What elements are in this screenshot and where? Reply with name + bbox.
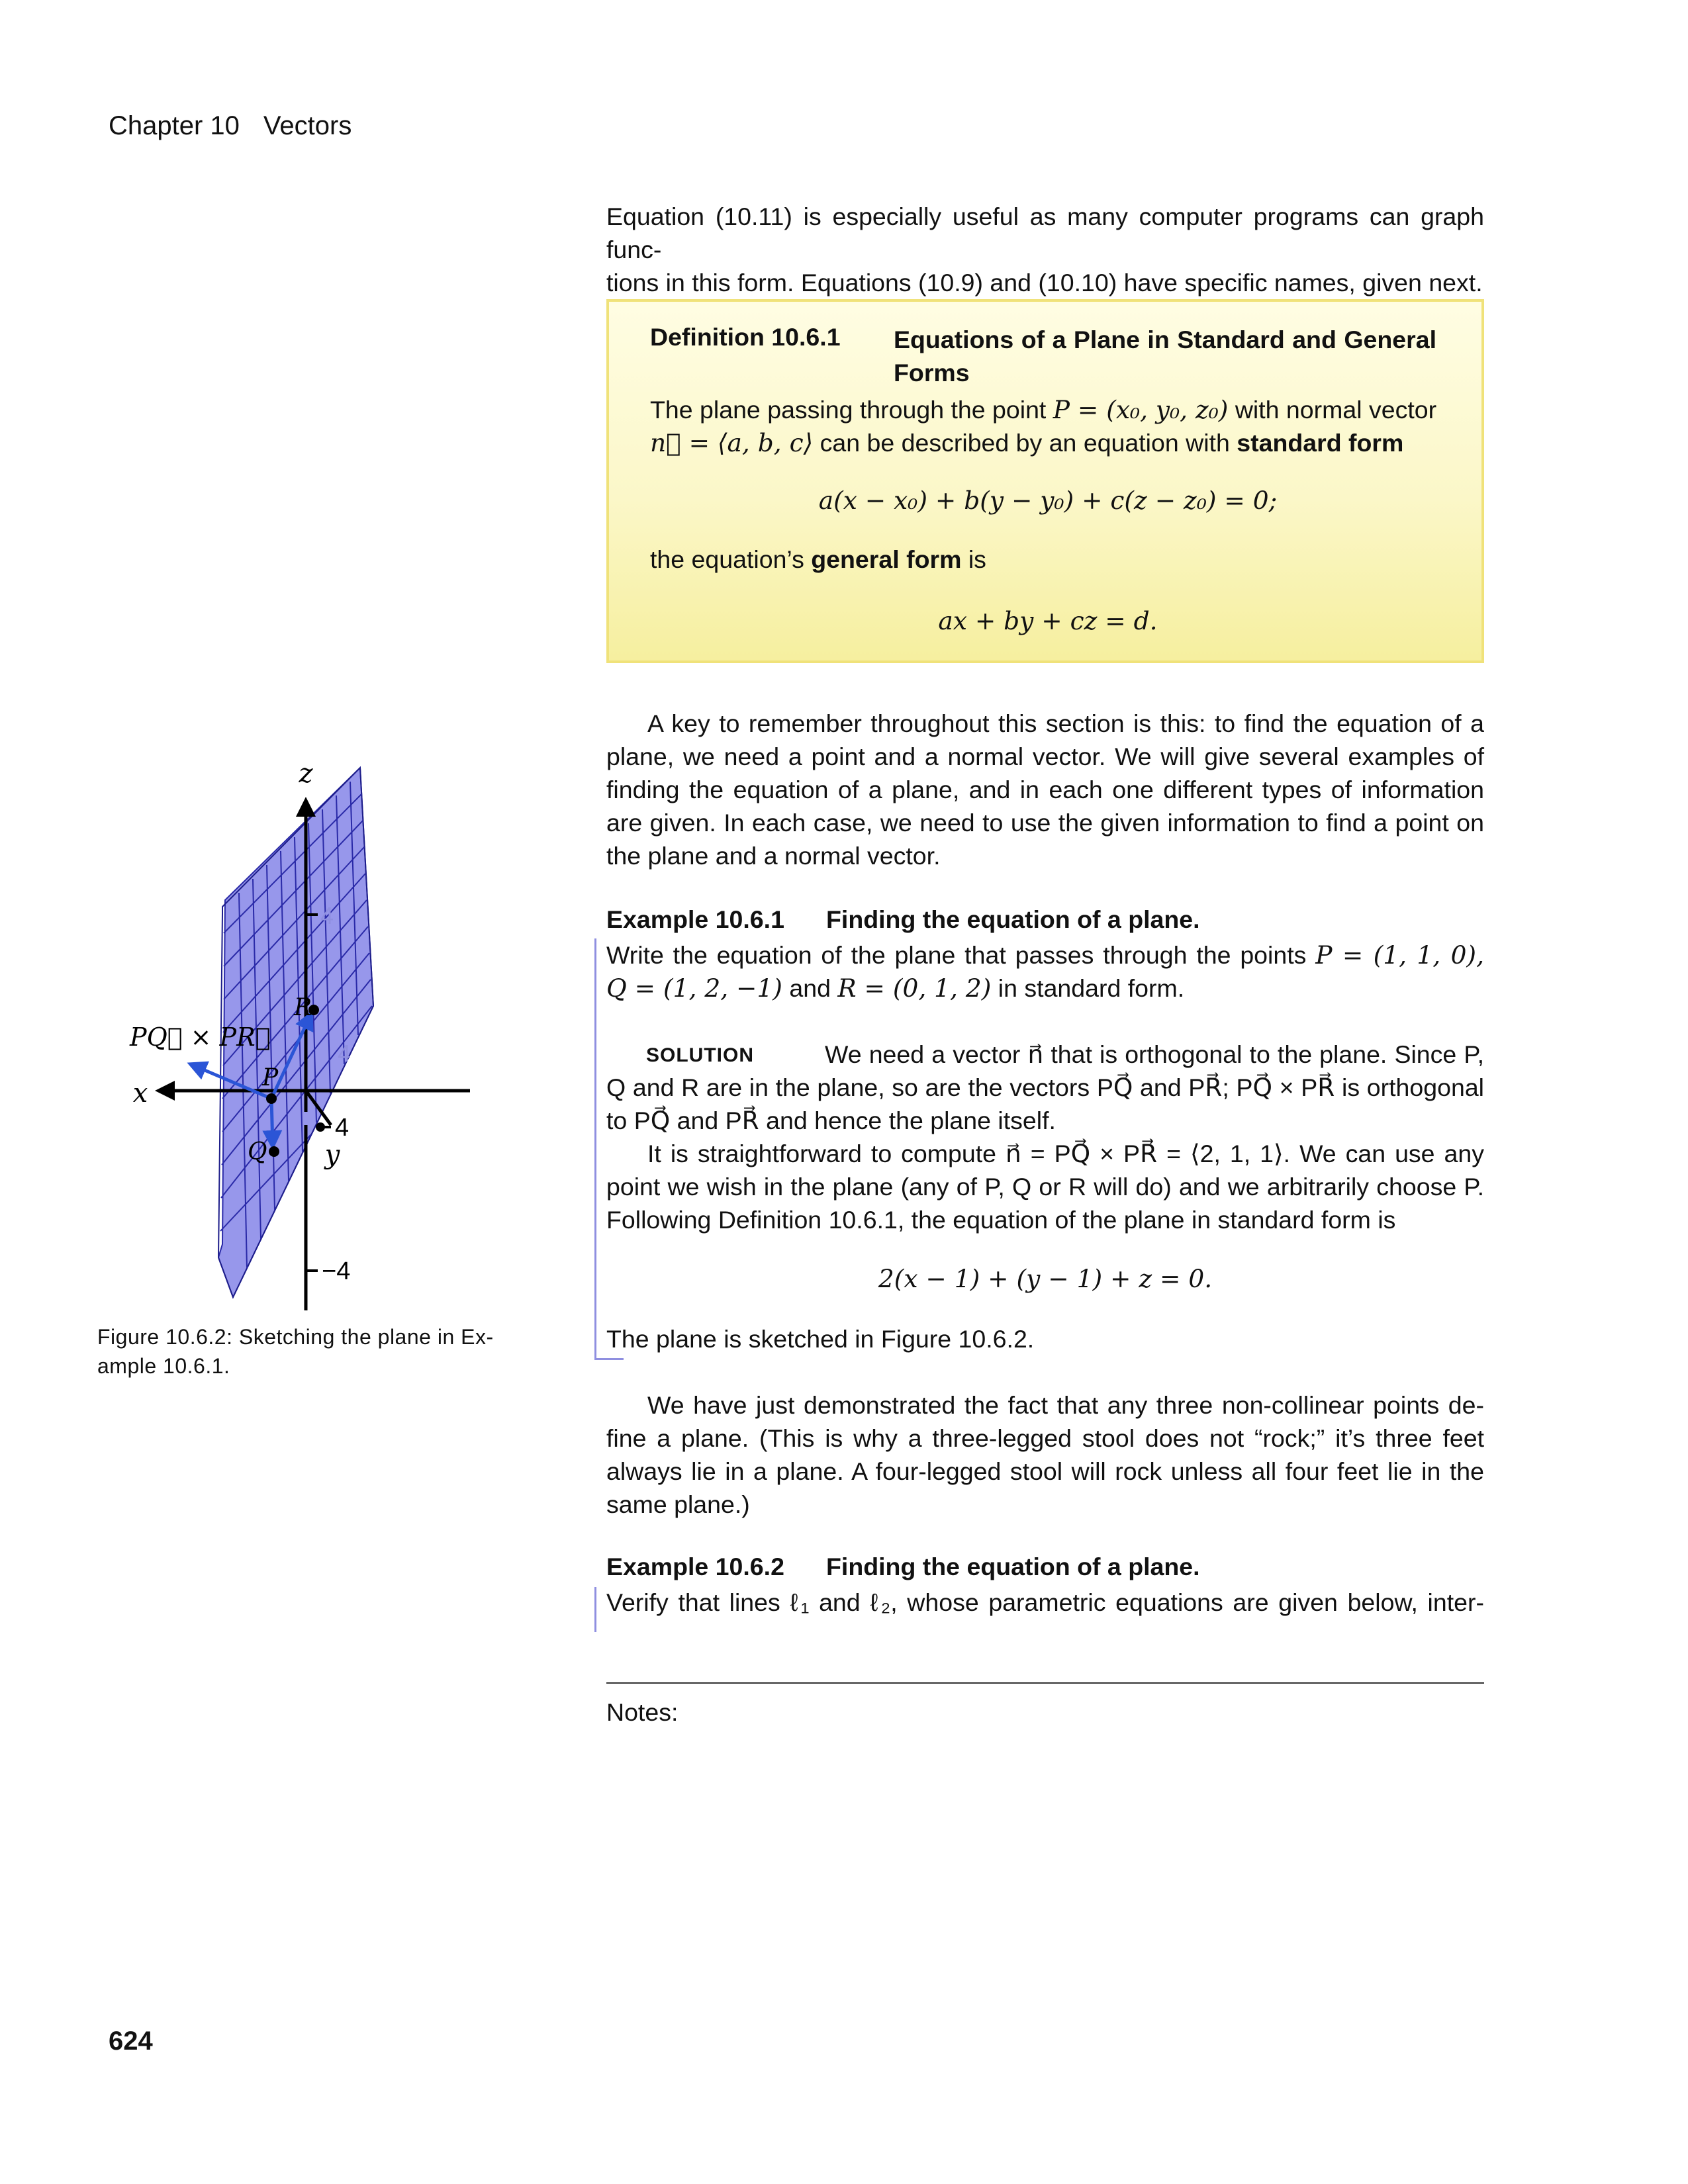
example-1-closing: The plane is sketched in Figure 10.6.2. bbox=[606, 1325, 1035, 1353]
text-run: Write the equation of the plane that passes through the points bbox=[606, 941, 1316, 969]
equation-general-form: ax + by + cz = d. bbox=[938, 606, 1158, 635]
text-run: and bbox=[782, 974, 838, 1002]
equation-standard-form: a(x − x₀) + b(y − y₀) + c(z − z₀) = 0; bbox=[818, 486, 1278, 515]
collinear-paragraph bbox=[606, 1388, 1484, 1521]
text-run: is bbox=[961, 545, 986, 573]
definition-title-line: Equations of a Plane in Standard and General bbox=[894, 326, 1436, 353]
text-run: in standard form. bbox=[991, 974, 1185, 1002]
plane-figure bbox=[93, 741, 516, 1324]
problem-line-2 bbox=[606, 972, 1484, 1005]
collinear-line: We have just demonstrated the fact that any three non-collinear points de- bbox=[647, 1391, 1484, 1419]
definition-text bbox=[650, 393, 1444, 459]
intro-line: Equation (10.11) is especially useful as many computer programs can graph func- bbox=[606, 203, 1484, 263]
math-point-p: P = (x₀, y₀, z₀) bbox=[1053, 395, 1229, 424]
chapter-header bbox=[109, 111, 352, 141]
example-2-title: Finding the equation of a plane. bbox=[826, 1553, 1200, 1580]
term-standard-form: standard form bbox=[1237, 429, 1404, 457]
example-1-margin-foot bbox=[594, 1358, 624, 1360]
math-point-p: P = (1, 1, 0), bbox=[1315, 940, 1484, 970]
cross-product-label: PQ⃗ × PR⃗ bbox=[130, 1023, 271, 1052]
tick-label-faint-y: 4 bbox=[338, 1040, 352, 1067]
key-line: the plane and a normal vector. bbox=[606, 842, 941, 870]
text-run: can be described by an equation with bbox=[813, 429, 1237, 457]
solution-label: SOLUTION bbox=[646, 1044, 754, 1066]
point-label-r: R bbox=[294, 994, 312, 1021]
problem-line-1 bbox=[606, 938, 1484, 972]
axis-label-x: x bbox=[132, 1078, 148, 1109]
collinear-line: fine a plane. (This is why a three-legged stool does not “rock;” it’s three feet bbox=[606, 1424, 1484, 1452]
example-1-solution bbox=[606, 1038, 1484, 1236]
solution-line: Following Definition 10.6.1, the equation of the plane in standard form is bbox=[606, 1206, 1396, 1234]
example-1-label: Example 10.6.1 bbox=[606, 905, 784, 933]
notes-label: Notes: bbox=[606, 1698, 679, 1726]
math-point-q: Q = (1, 2, −1) bbox=[606, 974, 782, 1003]
point-label-p: P bbox=[262, 1064, 279, 1091]
chapter-title: Vectors bbox=[263, 111, 352, 140]
definition-line-3 bbox=[650, 545, 986, 574]
solution-line: Q and R are in the plane, so are the vectors PQ⃗ and PR⃗; PQ⃗ × PR⃗ is orthogonal bbox=[606, 1073, 1484, 1101]
text-run: The plane passing through the point bbox=[650, 396, 1053, 424]
key-paragraph bbox=[606, 707, 1484, 872]
chapter-label: Chapter 10 bbox=[109, 111, 240, 140]
key-line: finding the equation of a plane, and in each one different types of information bbox=[606, 776, 1484, 803]
definition-label: Definition 10.6.1 bbox=[650, 323, 841, 351]
vector-pq bbox=[271, 1099, 273, 1146]
key-line: plane, we need a point and a normal vector. We will give several examples of bbox=[606, 743, 1484, 770]
term-general-form: general form bbox=[811, 545, 962, 573]
axis-label-z: z bbox=[299, 758, 313, 789]
example-1-equation: 2(x − 1) + (y − 1) + z = 0. bbox=[878, 1264, 1213, 1293]
axis-label-y: y bbox=[324, 1140, 340, 1170]
math-point-r: R = (0, 1, 2) bbox=[837, 974, 992, 1003]
key-line: are given. In each case, we need to use the given information to find a point on bbox=[606, 809, 1484, 837]
solution-line: to PQ⃗ and PR⃗ and hence the plane itself. bbox=[606, 1107, 1056, 1134]
key-line: A key to remember throughout this section is this: to find the equation of a bbox=[647, 709, 1484, 737]
example-2-label: Example 10.6.2 bbox=[606, 1553, 784, 1580]
solution-line: It is straightforward to compute n⃗ = PQ⃗ × PR⃗ = ⟨2, 1, 1⟩. We can use any bbox=[647, 1140, 1484, 1167]
intro-line: tions in this form. Equations (10.9) and (10.10) have specific names, given next. bbox=[606, 269, 1483, 296]
point-q-dot bbox=[269, 1146, 279, 1157]
point-p-dot bbox=[266, 1093, 277, 1104]
example-1-problem bbox=[606, 938, 1484, 1005]
definition-line-1 bbox=[650, 393, 1444, 426]
example-2-margin-bar bbox=[594, 1587, 596, 1632]
example-2-text: Verify that lines ℓ₁ and ℓ₂, whose parametric equations are given below, inter- bbox=[606, 1588, 1484, 1616]
example-1-margin-bar bbox=[594, 938, 596, 1359]
collinear-line: same plane.) bbox=[606, 1490, 750, 1518]
collinear-line: always lie in a plane. A four-legged stool will rock unless all four feet lie in the bbox=[606, 1457, 1484, 1485]
notes-rule bbox=[606, 1682, 1484, 1684]
definition-title bbox=[894, 323, 1436, 389]
text-run: with normal vector bbox=[1228, 396, 1437, 424]
solution-line: We need a vector n⃗ that is orthogonal to the plane. Since P, bbox=[825, 1040, 1484, 1068]
caption-line: Figure 10.6.2: Sketching the plane in Ex- bbox=[97, 1325, 494, 1349]
y-tick-dot bbox=[316, 1122, 325, 1132]
definition-title-line: Forms bbox=[894, 359, 970, 387]
tick-label-neg: −4 bbox=[322, 1257, 351, 1285]
solution-line: point we wish in the plane (any of P, Q or R will do) and we arbitrarily choose P. bbox=[606, 1173, 1484, 1201]
point-label-q: Q bbox=[248, 1138, 267, 1165]
page-number: 624 bbox=[109, 2026, 153, 2056]
intro-paragraph bbox=[606, 200, 1484, 299]
text-run: the equation’s bbox=[650, 545, 812, 573]
caption-line: ample 10.6.1. bbox=[97, 1354, 230, 1378]
math-normal-vector: n⃗ = ⟨a, b, c⟩ bbox=[650, 428, 814, 457]
example-1-title: Finding the equation of a plane. bbox=[826, 905, 1200, 933]
tick-label-pos: 4 bbox=[335, 1114, 350, 1142]
definition-box bbox=[606, 299, 1484, 663]
definition-line-2 bbox=[650, 426, 1444, 459]
figure-caption bbox=[97, 1322, 521, 1381]
tick-label-faint-z: 4 bbox=[320, 902, 334, 929]
